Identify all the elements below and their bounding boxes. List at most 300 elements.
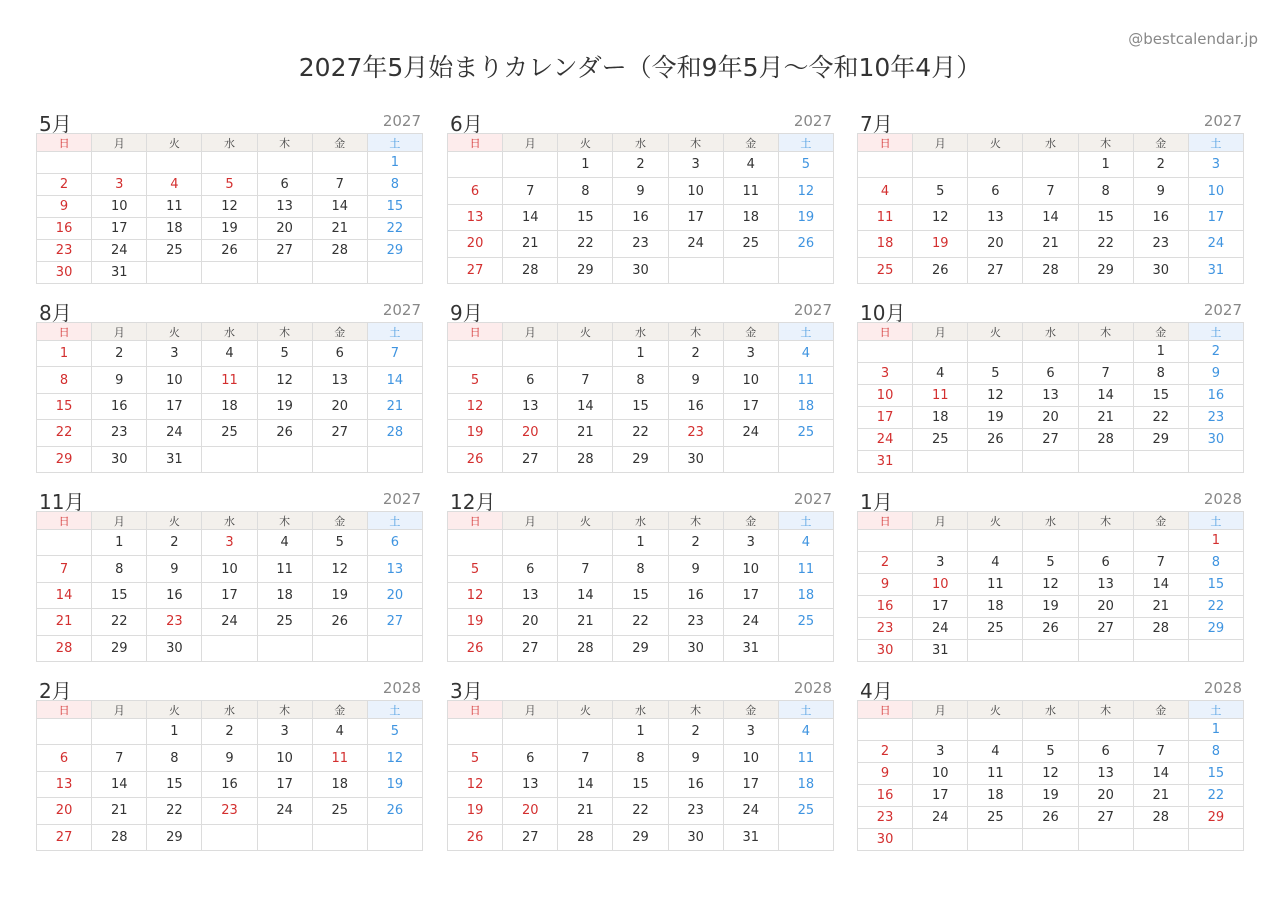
weekday-header-row: [37, 512, 423, 530]
empty-day-cell: [1023, 640, 1078, 662]
empty-day-cell: [202, 152, 257, 174]
week-row: [448, 609, 834, 635]
day-cell: 28: [558, 446, 613, 472]
month-name: 1月: [860, 490, 893, 514]
day-cell: 17: [723, 771, 778, 797]
month-header: [447, 675, 834, 703]
week-row: [37, 262, 423, 284]
week-row: [858, 719, 1244, 741]
weekday-label: 月: [913, 323, 968, 341]
day-cell: 28: [312, 240, 367, 262]
week-row: [858, 763, 1244, 785]
day-cell: 17: [858, 407, 913, 429]
month-calendar: [857, 108, 1244, 284]
day-cell: 13: [503, 582, 558, 608]
weekday-label: 土: [367, 701, 422, 719]
week-row: [37, 609, 423, 635]
month-year: 2027: [382, 490, 421, 508]
day-cell: 5: [1023, 741, 1078, 763]
weekday-label: 火: [968, 701, 1023, 719]
day-cell: 18: [778, 582, 833, 608]
day-cell: 20: [257, 218, 312, 240]
week-row: [448, 367, 834, 393]
day-cell: 7: [558, 556, 613, 582]
day-cell: 22: [613, 420, 668, 446]
empty-day-cell: [367, 446, 422, 472]
day-cell: 25: [723, 231, 778, 257]
weekday-label: 水: [1023, 323, 1078, 341]
day-cell: 23: [858, 807, 913, 829]
day-cell: 29: [613, 824, 668, 850]
day-cell: 19: [913, 231, 968, 257]
week-row: [448, 393, 834, 419]
day-cell: 12: [913, 204, 968, 230]
day-cell: 30: [668, 635, 723, 661]
day-cell: 29: [1188, 618, 1243, 640]
day-cell: 14: [558, 393, 613, 419]
day-cell: 7: [558, 745, 613, 771]
day-cell: 19: [448, 798, 503, 824]
day-cell: 14: [37, 582, 92, 608]
day-cell: 27: [312, 420, 367, 446]
day-cell: 1: [367, 152, 422, 174]
month-calendar: [447, 108, 834, 284]
day-cell: 20: [503, 798, 558, 824]
day-cell: 23: [92, 420, 147, 446]
month-name: 6月: [450, 112, 483, 136]
day-cell: 17: [668, 204, 723, 230]
day-cell: 7: [1133, 552, 1188, 574]
day-cell: 24: [723, 798, 778, 824]
day-cell: 10: [257, 745, 312, 771]
empty-day-cell: [968, 640, 1023, 662]
day-cell: 4: [913, 363, 968, 385]
month-name: 10月: [860, 301, 906, 325]
month-calendar: [447, 486, 834, 662]
day-cell: 1: [92, 530, 147, 556]
day-cell: 14: [503, 204, 558, 230]
empty-day-cell: [913, 719, 968, 741]
day-cell: 16: [668, 582, 723, 608]
day-cell: 22: [92, 609, 147, 635]
day-cell: 25: [147, 240, 202, 262]
page-title: 2027年5月始まりカレンダー（令和9年5月〜令和10年4月）: [298, 53, 982, 82]
empty-day-cell: [858, 530, 913, 552]
day-cell: 4: [858, 178, 913, 204]
week-row: [858, 829, 1244, 851]
month-name: 11月: [39, 490, 85, 514]
weekday-label: 日: [448, 323, 503, 341]
day-cell: 25: [858, 257, 913, 283]
day-cell: 15: [613, 582, 668, 608]
day-cell: 21: [558, 609, 613, 635]
empty-day-cell: [448, 719, 503, 745]
day-cell: 25: [312, 798, 367, 824]
weekday-label: 火: [558, 323, 613, 341]
weekday-label: 月: [503, 701, 558, 719]
empty-day-cell: [968, 530, 1023, 552]
weekday-header-row: [37, 323, 423, 341]
day-cell: 10: [668, 178, 723, 204]
day-cell: 18: [312, 771, 367, 797]
empty-day-cell: [913, 451, 968, 473]
day-cell: 3: [668, 152, 723, 178]
weekday-header-row: [858, 134, 1244, 152]
day-cell: 20: [1023, 407, 1078, 429]
weekday-header-row: [37, 701, 423, 719]
month-year: 2027: [793, 112, 832, 130]
weekday-label: 木: [1078, 512, 1133, 530]
day-cell: 26: [448, 446, 503, 472]
day-cell: 5: [448, 745, 503, 771]
weekday-label: 日: [448, 701, 503, 719]
day-cell: 30: [1188, 429, 1243, 451]
day-cell: 27: [503, 824, 558, 850]
day-cell: 27: [448, 257, 503, 283]
day-cell: 5: [367, 719, 422, 745]
weekday-label: 土: [778, 512, 833, 530]
month-header: [447, 297, 834, 325]
week-row: [448, 257, 834, 283]
week-row: [858, 385, 1244, 407]
weekday-label: 木: [668, 323, 723, 341]
day-cell: 14: [558, 771, 613, 797]
empty-day-cell: [1078, 530, 1133, 552]
day-cell: 2: [668, 341, 723, 367]
empty-day-cell: [913, 152, 968, 178]
day-cell: 1: [613, 719, 668, 745]
empty-day-cell: [1133, 829, 1188, 851]
month-table: [447, 700, 834, 851]
day-cell: 30: [1133, 257, 1188, 283]
empty-day-cell: [1133, 451, 1188, 473]
week-row: [448, 231, 834, 257]
weekday-label: 月: [92, 701, 147, 719]
day-cell: 1: [147, 719, 202, 745]
day-cell: 12: [1023, 763, 1078, 785]
day-cell: 21: [312, 218, 367, 240]
week-row: [37, 745, 423, 771]
month-table: [36, 700, 423, 851]
day-cell: 22: [1133, 407, 1188, 429]
empty-day-cell: [1078, 719, 1133, 741]
weekday-header-row: [448, 134, 834, 152]
empty-day-cell: [858, 719, 913, 741]
month-header: [447, 108, 834, 136]
day-cell: 19: [968, 407, 1023, 429]
empty-day-cell: [367, 824, 422, 850]
day-cell: 21: [92, 798, 147, 824]
day-cell: 4: [778, 530, 833, 556]
week-row: [448, 771, 834, 797]
day-cell: 31: [92, 262, 147, 284]
day-cell: 23: [668, 609, 723, 635]
empty-day-cell: [913, 341, 968, 363]
empty-day-cell: [1078, 829, 1133, 851]
weekday-label: 木: [1078, 701, 1133, 719]
weekday-label: 土: [778, 323, 833, 341]
weekday-label: 水: [1023, 134, 1078, 152]
day-cell: 28: [1133, 807, 1188, 829]
day-cell: 3: [858, 363, 913, 385]
day-cell: 3: [913, 552, 968, 574]
day-cell: 28: [37, 635, 92, 661]
day-cell: 13: [1078, 763, 1133, 785]
weekday-label: 土: [1188, 323, 1243, 341]
day-cell: 4: [968, 741, 1023, 763]
day-cell: 31: [858, 451, 913, 473]
day-cell: 4: [312, 719, 367, 745]
month-year: 2027: [793, 301, 832, 319]
day-cell: 11: [968, 574, 1023, 596]
day-cell: 19: [1023, 596, 1078, 618]
month-header: [447, 486, 834, 514]
day-cell: 16: [202, 771, 257, 797]
day-cell: 12: [448, 582, 503, 608]
empty-day-cell: [37, 152, 92, 174]
day-cell: 26: [448, 635, 503, 661]
day-cell: 7: [1023, 178, 1078, 204]
day-cell: 16: [37, 218, 92, 240]
day-cell: 21: [1078, 407, 1133, 429]
day-cell: 23: [668, 420, 723, 446]
week-row: [37, 635, 423, 661]
weekday-label: 金: [312, 512, 367, 530]
day-cell: 24: [913, 618, 968, 640]
day-cell: 31: [913, 640, 968, 662]
day-cell: 10: [147, 367, 202, 393]
day-cell: 11: [147, 196, 202, 218]
day-cell: 14: [367, 367, 422, 393]
month-table: [857, 511, 1244, 662]
weekday-label: 日: [858, 134, 913, 152]
day-cell: 10: [92, 196, 147, 218]
weekday-label: 火: [968, 512, 1023, 530]
month-table: [36, 511, 423, 662]
weekday-label: 月: [92, 134, 147, 152]
day-cell: 30: [858, 829, 913, 851]
empty-day-cell: [448, 530, 503, 556]
week-row: [37, 218, 423, 240]
weekday-label: 月: [503, 512, 558, 530]
month-year: 2027: [1203, 112, 1242, 130]
day-cell: 9: [37, 196, 92, 218]
day-cell: 11: [723, 178, 778, 204]
day-cell: 8: [367, 174, 422, 196]
day-cell: 17: [913, 785, 968, 807]
day-cell: 26: [202, 240, 257, 262]
week-row: [37, 556, 423, 582]
week-row: [448, 341, 834, 367]
day-cell: 20: [1078, 596, 1133, 618]
empty-day-cell: [257, 446, 312, 472]
month-year: 2028: [1203, 490, 1242, 508]
weekday-header-row: [858, 323, 1244, 341]
week-row: [37, 446, 423, 472]
day-cell: 5: [448, 367, 503, 393]
empty-day-cell: [503, 152, 558, 178]
empty-day-cell: [968, 451, 1023, 473]
month-year: 2027: [382, 112, 421, 130]
weekday-label: 土: [778, 701, 833, 719]
day-cell: 30: [147, 635, 202, 661]
empty-day-cell: [778, 635, 833, 661]
day-cell: 25: [968, 807, 1023, 829]
day-cell: 9: [668, 556, 723, 582]
empty-day-cell: [778, 824, 833, 850]
day-cell: 17: [723, 393, 778, 419]
weekday-label: 日: [448, 134, 503, 152]
weekday-label: 火: [147, 701, 202, 719]
day-cell: 3: [147, 341, 202, 367]
day-cell: 8: [92, 556, 147, 582]
day-cell: 19: [778, 204, 833, 230]
day-cell: 22: [147, 798, 202, 824]
month-table: [857, 133, 1244, 284]
day-cell: 3: [723, 341, 778, 367]
day-cell: 2: [1188, 341, 1243, 363]
empty-day-cell: [1023, 451, 1078, 473]
weekday-label: 火: [147, 323, 202, 341]
day-cell: 10: [202, 556, 257, 582]
day-cell: 8: [558, 178, 613, 204]
week-row: [858, 178, 1244, 204]
day-cell: 25: [202, 420, 257, 446]
weekday-label: 金: [1133, 323, 1188, 341]
day-cell: 21: [503, 231, 558, 257]
day-cell: 22: [37, 420, 92, 446]
day-cell: 18: [778, 771, 833, 797]
weekday-label: 水: [613, 512, 668, 530]
empty-day-cell: [1188, 451, 1243, 473]
day-cell: 27: [37, 824, 92, 850]
day-cell: 15: [1188, 574, 1243, 596]
empty-day-cell: [37, 719, 92, 745]
weekday-label: 土: [367, 512, 422, 530]
day-cell: 23: [613, 231, 668, 257]
month-table: [447, 511, 834, 662]
day-cell: 3: [913, 741, 968, 763]
day-cell: 14: [558, 582, 613, 608]
day-cell: 24: [913, 807, 968, 829]
day-cell: 14: [1133, 763, 1188, 785]
day-cell: 24: [257, 798, 312, 824]
day-cell: 24: [147, 420, 202, 446]
day-cell: 5: [1023, 552, 1078, 574]
day-cell: 12: [448, 771, 503, 797]
day-cell: 2: [668, 530, 723, 556]
month-name: 5月: [39, 112, 72, 136]
day-cell: 5: [448, 556, 503, 582]
day-cell: 4: [778, 719, 833, 745]
day-cell: 15: [1133, 385, 1188, 407]
weekday-label: 日: [37, 701, 92, 719]
day-cell: 22: [1188, 785, 1243, 807]
empty-day-cell: [858, 152, 913, 178]
month-name: 7月: [860, 112, 893, 136]
day-cell: 13: [448, 204, 503, 230]
month-table: [447, 133, 834, 284]
day-cell: 28: [1023, 257, 1078, 283]
day-cell: 28: [367, 420, 422, 446]
weekday-label: 金: [1133, 134, 1188, 152]
day-cell: 2: [37, 174, 92, 196]
week-row: [858, 640, 1244, 662]
empty-day-cell: [1078, 640, 1133, 662]
day-cell: 29: [613, 446, 668, 472]
month-year: 2027: [382, 301, 421, 319]
week-row: [858, 231, 1244, 257]
weekday-label: 土: [1188, 701, 1243, 719]
weekday-label: 金: [312, 323, 367, 341]
day-cell: 16: [613, 204, 668, 230]
week-row: [448, 719, 834, 745]
weekday-header-row: [858, 512, 1244, 530]
weekday-header-row: [448, 512, 834, 530]
weekday-label: 火: [558, 512, 613, 530]
empty-day-cell: [503, 719, 558, 745]
empty-day-cell: [92, 152, 147, 174]
day-cell: 29: [367, 240, 422, 262]
day-cell: 12: [367, 745, 422, 771]
day-cell: 27: [968, 257, 1023, 283]
day-cell: 5: [257, 341, 312, 367]
weekday-label: 火: [558, 134, 613, 152]
day-cell: 24: [723, 420, 778, 446]
day-cell: 1: [613, 530, 668, 556]
month-table: [857, 322, 1244, 473]
day-cell: 20: [503, 609, 558, 635]
empty-day-cell: [202, 635, 257, 661]
day-cell: 3: [723, 530, 778, 556]
day-cell: 2: [202, 719, 257, 745]
empty-day-cell: [312, 446, 367, 472]
empty-day-cell: [257, 824, 312, 850]
day-cell: 27: [503, 446, 558, 472]
weekday-label: 月: [92, 323, 147, 341]
day-cell: 13: [503, 393, 558, 419]
day-cell: 1: [558, 152, 613, 178]
day-cell: 20: [968, 231, 1023, 257]
week-row: [448, 420, 834, 446]
empty-day-cell: [37, 530, 92, 556]
day-cell: 23: [1133, 231, 1188, 257]
day-cell: 7: [312, 174, 367, 196]
day-cell: 29: [92, 635, 147, 661]
weekday-label: 木: [668, 512, 723, 530]
day-cell: 25: [778, 420, 833, 446]
weekday-label: 木: [1078, 134, 1133, 152]
week-row: [448, 635, 834, 661]
day-cell: 16: [147, 582, 202, 608]
empty-day-cell: [202, 446, 257, 472]
day-cell: 16: [858, 596, 913, 618]
day-cell: 8: [1188, 741, 1243, 763]
month-header: [36, 108, 423, 136]
day-cell: 19: [257, 393, 312, 419]
empty-day-cell: [778, 257, 833, 283]
month-name: 12月: [450, 490, 496, 514]
weekday-label: 木: [257, 323, 312, 341]
weekday-label: 日: [858, 323, 913, 341]
day-cell: 21: [37, 609, 92, 635]
day-cell: 27: [257, 240, 312, 262]
weekday-label: 土: [367, 323, 422, 341]
day-cell: 18: [968, 596, 1023, 618]
day-cell: 20: [448, 231, 503, 257]
empty-day-cell: [448, 152, 503, 178]
empty-day-cell: [312, 262, 367, 284]
